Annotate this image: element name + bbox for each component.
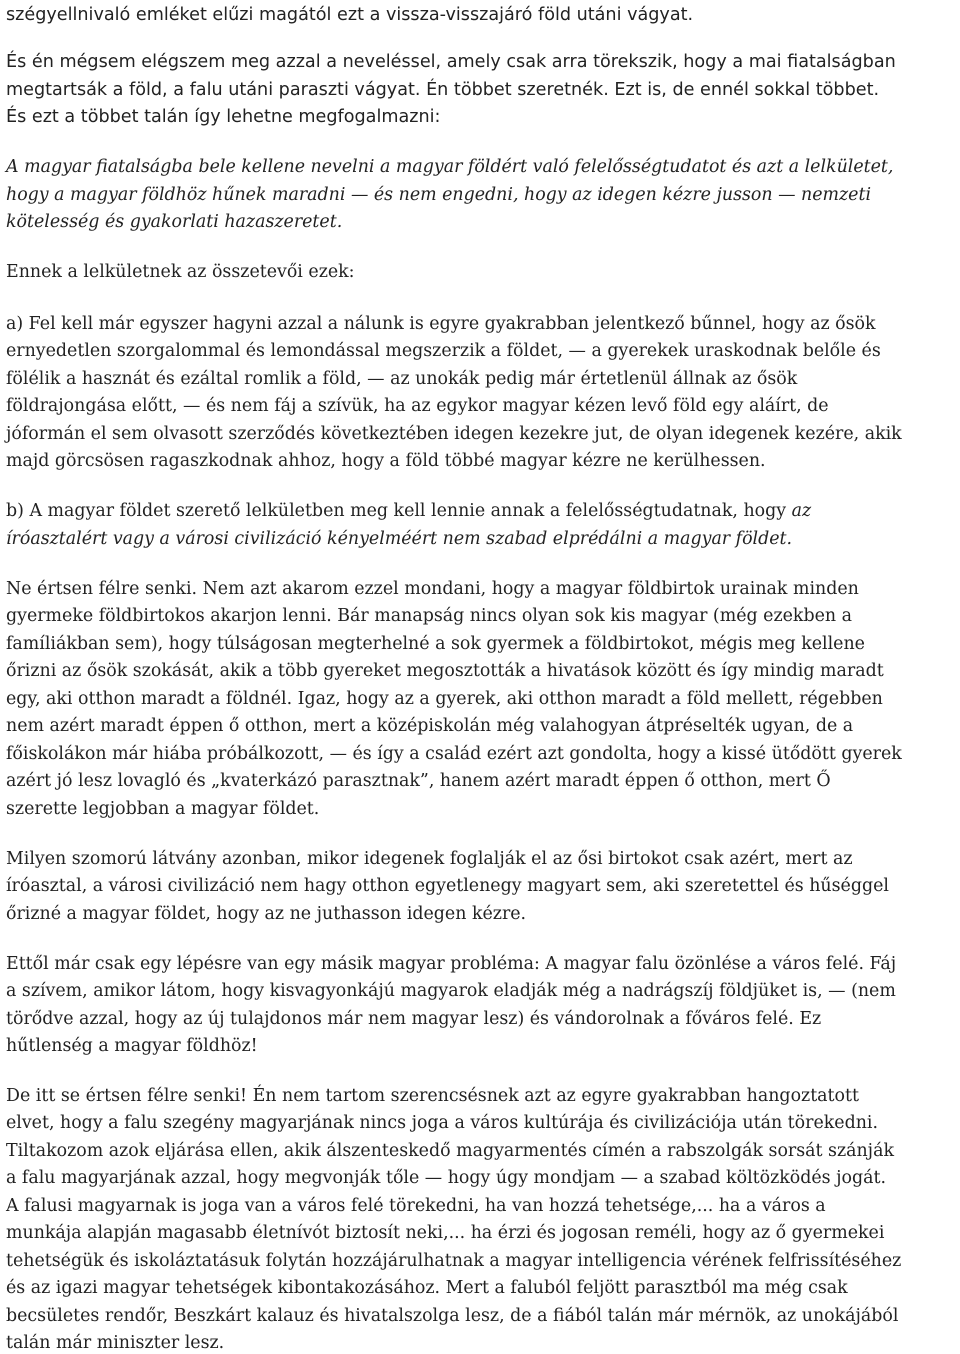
text-line [6, 528, 792, 550]
text-line [6, 450, 766, 472]
text-run: Milyen szomorú látvány azonban, mikor idegenek foglalják el az ősi birtokot csak azért, mert az [6, 849, 853, 869]
text-run: nem azért maradt éppen ő otthon, mert a középiskolán még valahogyan átpréselték ugyan, de a [6, 716, 854, 736]
text-line [6, 184, 871, 206]
text-run: becsületes rendőr, Beszkárt kalauz és hivatalszolga lesz, de a fiából talán már mérnök, az unokájából [6, 1306, 899, 1326]
text-run: szégyellnivaló emléket elűzi magától ezt a vissza-visszajáró föld utáni vágyat. [6, 5, 694, 25]
text-line [6, 688, 883, 710]
text-run: egy, aki otthon maradt a földnél. Igaz, hogy az a gyerek, aki otthon maradt a föld mellett, régebben [6, 689, 883, 709]
text-line [6, 51, 896, 73]
text-run: elvet, hogy a falu szegény magyarjának nincs joga a város kultúrája és civilizációja után törekedni. [6, 1113, 878, 1133]
text-line [6, 1085, 859, 1107]
italic-text: íróasztalért vagy a városi civilizáció kényelméért nem szabad elprédálni a magyar földet. [6, 529, 793, 549]
text-line [6, 660, 884, 682]
text-run: Tiltakozom azok eljárása ellen, akik álszenteskedő magyarmentés címén a rabszolgák sorsát szánják [6, 1141, 894, 1161]
italic-text: hogy a magyar földhöz hűnek maradni — és nem engedni, hogy az idegen kézre jusson — nemzeti [6, 185, 872, 205]
text-line [6, 770, 831, 792]
text-line [6, 4, 693, 26]
text-line [6, 261, 355, 283]
text-run: főiskolákon már hiába próbálkozott, — és így a család ezért azt gondolta, hogy a kissé ütődött gyerek [6, 744, 902, 764]
text-run: munkája alapján magasabb életnívót biztosít neki,... ha érzi és jogosan reméli, hogy az ő gyermekei [6, 1223, 885, 1243]
text-run: Ne értsen félre senki. Nem azt akarom ezzel mondani, hogy a magyar földbirtok urainak minden [6, 579, 859, 599]
text-run: famíliákban sem), hogy túlságosan megterhelné a sok gyermek a földbirtokot, mégis meg kellene [6, 634, 865, 654]
text-line [6, 1222, 884, 1244]
text-run: Ennek a lelkületnek az összetevői ezek: [6, 262, 355, 282]
text-run: De itt se értsen félre senki! Én nem tartom szerencsésnek azt az egyre gyakrabban hangoztatott [6, 1086, 859, 1106]
text-run: és az igazi magyar tehetségek kibontakozásához. Mert a faluból feljött parasztból ma még csak [6, 1278, 848, 1298]
text-line [6, 980, 896, 1002]
text-line [6, 1195, 826, 1217]
text-line [6, 875, 889, 897]
text-run: íróasztal, a városi civilizáció nem hagy otthon egyetlenegy magyart sem, aki szeretettel és hűséggel [6, 876, 889, 896]
text-line [6, 848, 853, 870]
text-run: talán már miniszter lesz. [6, 1333, 225, 1353]
text-run: A falusi magyarnak is joga van a város felé törekedni, ha van hozzá tehetsége,... ha a város a [6, 1196, 826, 1216]
text-run: jóformán el sem olvasott szerződés következtében idegen kezekre jut, de olyan idegenek kezére, akik [6, 424, 902, 444]
text-run: őrizné a magyar földet, hogy az ne juthasson idegen kézre. [6, 904, 527, 924]
text-line [6, 1035, 258, 1057]
text-run: ernyedetlen szorgalommal és lemondással megszerzik a földet, — a gyerekek uraskodnak belőle és [6, 341, 881, 361]
text-run: azért jó lesz lovagló és „kvaterkázó parasztnak”, hanem azért maradt éppen ő otthon, mert Ő [6, 771, 831, 791]
text-run: tehetségük és iskoláztatásuk folytán hozzájárulhatnak a magyar intelligencia vérének felfrissítéséhez [6, 1251, 902, 1271]
text-line [6, 578, 859, 600]
text-run: És ezt a többet talán így lehetne megfogalmazni: [6, 107, 441, 127]
text-line [6, 633, 865, 655]
text-run: majd görcsösen ragaszkodnak ahhoz, hogy a föld többé magyar kézre ne kerülhessen. [6, 451, 766, 471]
italic-text: kötelesség és gyakorlati hazaszeretet. [6, 212, 343, 232]
text-line [6, 715, 853, 737]
text-line [6, 953, 896, 975]
text-line [6, 423, 902, 445]
text-line [6, 1008, 821, 1030]
text-line [6, 79, 879, 101]
text-line [6, 1332, 224, 1354]
text-line [6, 395, 829, 417]
text-run: őrizni az ősök szokását, akik a több gyereket megosztották a hivatások között és így mindig maradt [6, 661, 884, 681]
italic-text: A magyar fiatalságba bele kellene nevelni a magyar földért való felelősségtudatot és azt a lelkületet, [6, 157, 894, 177]
text-run: a falu magyarjának azzal, hogy megvonják tőle — hogy úgy mondjam — a szabad költözködés jogát. [6, 1168, 887, 1188]
text-run: És én mégsem elégszem meg azzal a neveléssel, amely csak arra törekszik, hogy a mai fiatalságban [6, 52, 896, 72]
text-run: a szívem, amikor látom, hogy kisvagyonkájú magyarok eladják még a nadrágszíj földjüket is, — (nem [6, 981, 896, 1001]
text-run: gyermeke földbirtokos akarjon lenni. Bár manapság nincs olyan sok kis magyar (még ezekben a [6, 606, 852, 626]
text-run: szerette legjobban a magyar földet. [6, 799, 320, 819]
text-line [6, 500, 811, 522]
text-line [6, 1250, 901, 1272]
text-line [6, 743, 902, 765]
text-run: hűtlenség a magyar földhöz! [6, 1036, 258, 1056]
italic-text: az [791, 501, 812, 521]
text-run: fölélik a hasznát és ezáltal romlik a föld, — az unokák pedig már értetlenül állnak az ősök [6, 369, 798, 389]
text-line [6, 1167, 886, 1189]
text-line [6, 1140, 894, 1162]
text-run: a) Fel kell már egyszer hagyni azzal a nálunk is egyre gyakrabban jelentkező bűnnel, hogy az ősök [6, 314, 876, 334]
text-line [6, 156, 893, 178]
text-line [6, 605, 852, 627]
text-line [6, 903, 526, 925]
text-line [6, 211, 342, 233]
text-line [6, 1305, 898, 1327]
text-run: földrajongása előtt, — és nem fáj a szívük, ha az egykor magyar kézen levő föld egy aláírt, de [6, 396, 829, 416]
text-line [6, 340, 881, 362]
text-line [6, 1112, 878, 1134]
text-line [6, 1277, 848, 1299]
text-line [6, 368, 797, 390]
text-line [6, 798, 319, 820]
text-run: törődve azzal, hogy az új tulajdonos már nem magyar lesz) és vándorolnak a főváros felé. Ez [6, 1009, 822, 1029]
text-line [6, 106, 440, 128]
text-run: b) A magyar földet szerető lelkületben meg kell lennie annak a felelősségtudatnak, hogy [6, 501, 792, 521]
text-run: megtartsák a föld, a falu utáni paraszti vágyat. Én többet szeretnék. Ezt is, de ennél sokkal többet. [6, 80, 880, 100]
text-run: Ettől már csak egy lépésre van egy másik magyar probléma: A magyar falu özönlése a város felé. Fáj [6, 954, 897, 974]
text-line [6, 313, 876, 335]
